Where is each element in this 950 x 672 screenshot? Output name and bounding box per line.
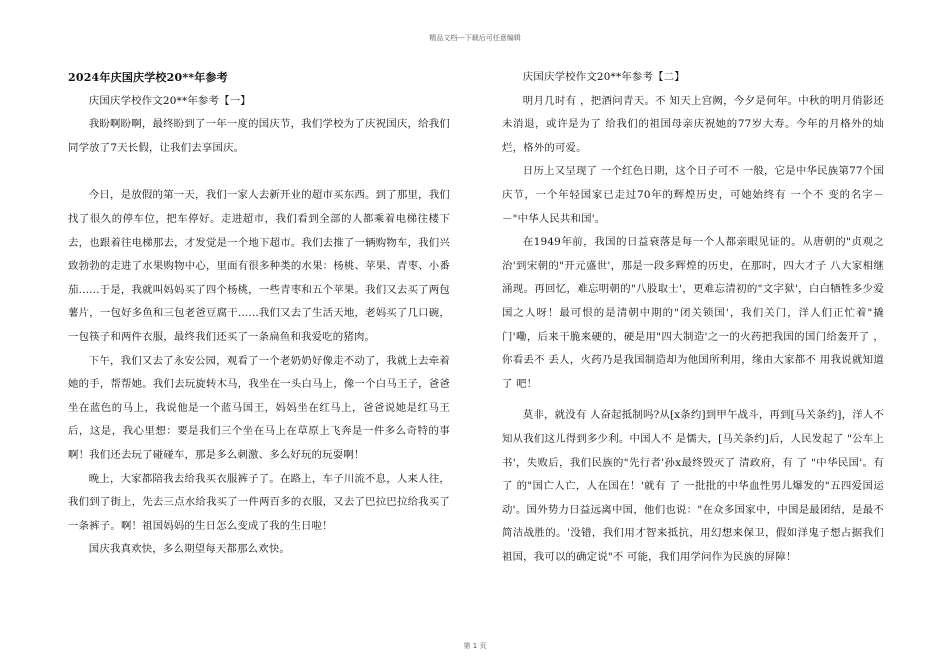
page-number: 第 1 页 — [463, 642, 487, 650]
essay-one-subtitle: 庆国庆学校作文20**年参考【一】 — [88, 94, 251, 107]
paragraph: 在1949年前，我国的日益衰落是每一个人都亲眼见证的。从唐朝的"贞观之治'到宋朝的"开元盛世'，那是一段多辉煌的历史，在那时，四大才子 八大家相继涌现。再回忆，难忘明朝的"八股取士'，更难忘清初的"文字狱'，白白牺牲多少爱国之人呀！最可恨的是清朝中期的"闭关锁国'，我们关门，洋人们正忙着"撬门'嘞，后来干脆来硬的，硬是用"四大制造'之一的火药把我国的国门给轰开了 ，你看丢不 丢人，火药乃是我国制造却为他国所利用，缘由大家都不 用我说就知道了 吧！ — [502, 236, 884, 390]
left-column — [68, 66, 450, 562]
paragraph: 明月几时有 ，把酒问青天。不 知天上宫阙，今夕是何年。中秋的明月俏影还未消退，或许是为了 给我们的祖国母亲庆祝她的77岁大寿。今年的月格外的灿烂，格外的可爱。 — [502, 94, 884, 154]
essay-two-subtitle: 庆国庆学校作文20**年参考【二】 — [522, 71, 685, 83]
paragraph: 国庆我真欢快，多么期望每天都那么欢快。 — [88, 543, 291, 556]
page-header: 精品文档---下载后可任意编辑 — [429, 34, 521, 42]
document-title: 2024年庆国庆学校20**年参考 — [68, 71, 228, 84]
paragraph: 下午，我们又去了永安公园，观看了一个老奶奶好像走不动了，我就上去牵着她的手，帮帮她。我们去玩旋转木马，我坐在一头白马上，像一个白马王子，爸爸坐在蓝色的马上，我说他是一个蓝马国王，妈妈坐在红马上，爸爸说她是红马王后，这是，我心里想：要是我们三个坐在马上在草原上飞奔是一件多么奇特的事啊！我们还去玩了碰碰车，那是多么刺激、多么好玩的玩耍啊！ — [68, 354, 450, 461]
paragraph: 我盼啊盼啊，最终盼到了一年一度的国庆节，我们学校为了庆祝国庆，给我们同学放了7天长假，让我们去享国庆。 — [68, 118, 450, 154]
right-column — [502, 66, 884, 569]
paragraph: 晚上，大家都陪我去给我买衣服裤子了。在路上，车子川流不息，人来人往，我们到了街上，先去三点水给我买了一件两百多的衣服，又去了巴拉巴拉给我买了一条裤子。啊！祖国妈妈的生日怎么变成了我的生日啦！ — [68, 472, 450, 532]
paragraph: 今日，是放假的第一天，我们一家人去新开业的超市买东西。到了那里，我们找了很久的停车位，把车停好。走进超市，我们看到全部的人都乘着电梯往楼下去，也跟着往电梯那去，才发觉是一个地下超市。我们去推了一辆购物车，我们兴致勃勃的走进了水果购物中心，里面有很多种类的水果：杨桃、苹果、青枣、小番茄......于是，我就叫妈妈买了四个杨桃，一些青枣和五个苹果。我们又去买了两包薯片，一包好多鱼和三包老爸豆腐干......我们又去了生活天地，老妈买了几口碗，一包筷子和两件衣服，最终我们还买了一条扁鱼和我爱吃的猪肉。 — [68, 189, 450, 343]
paragraph: 日历上又呈现了 一个红色日期，这个日子可不 一般，它是中华民族第77个国庆节，一个年轻国家已走过70年的辉煌历史，可她始终有 一个不 变的名字－－"中华人民共和国'。 — [502, 165, 884, 225]
paragraph: 莫非，就没有 人奋起抵制吗?从[x条约]到甲午战斗，再到[马关条约]，洋人不 知从我们这儿得到多少利。中国人不 是懦夫，[马关条约]后，人民发起了 "公车上书'，失败后，我们民族的"先行者'孙x最终毁灭了 清政府，有 了 "中华民国'。有 了 的"国亡人亡，人在国在！'就有 了 一批批的中华血性男儿爆发的"五四爱国运动'。国外势力日益远离中国，他们也说："在众多国家中，中国是最团结，是最不 简洁战胜的。'没错，我们用才智来抵抗，用幻想来保卫，假如洋鬼子想占据我们祖国，我可以的确定说"不 可能，我们用学问作为民族的屏障！ — [502, 409, 884, 563]
